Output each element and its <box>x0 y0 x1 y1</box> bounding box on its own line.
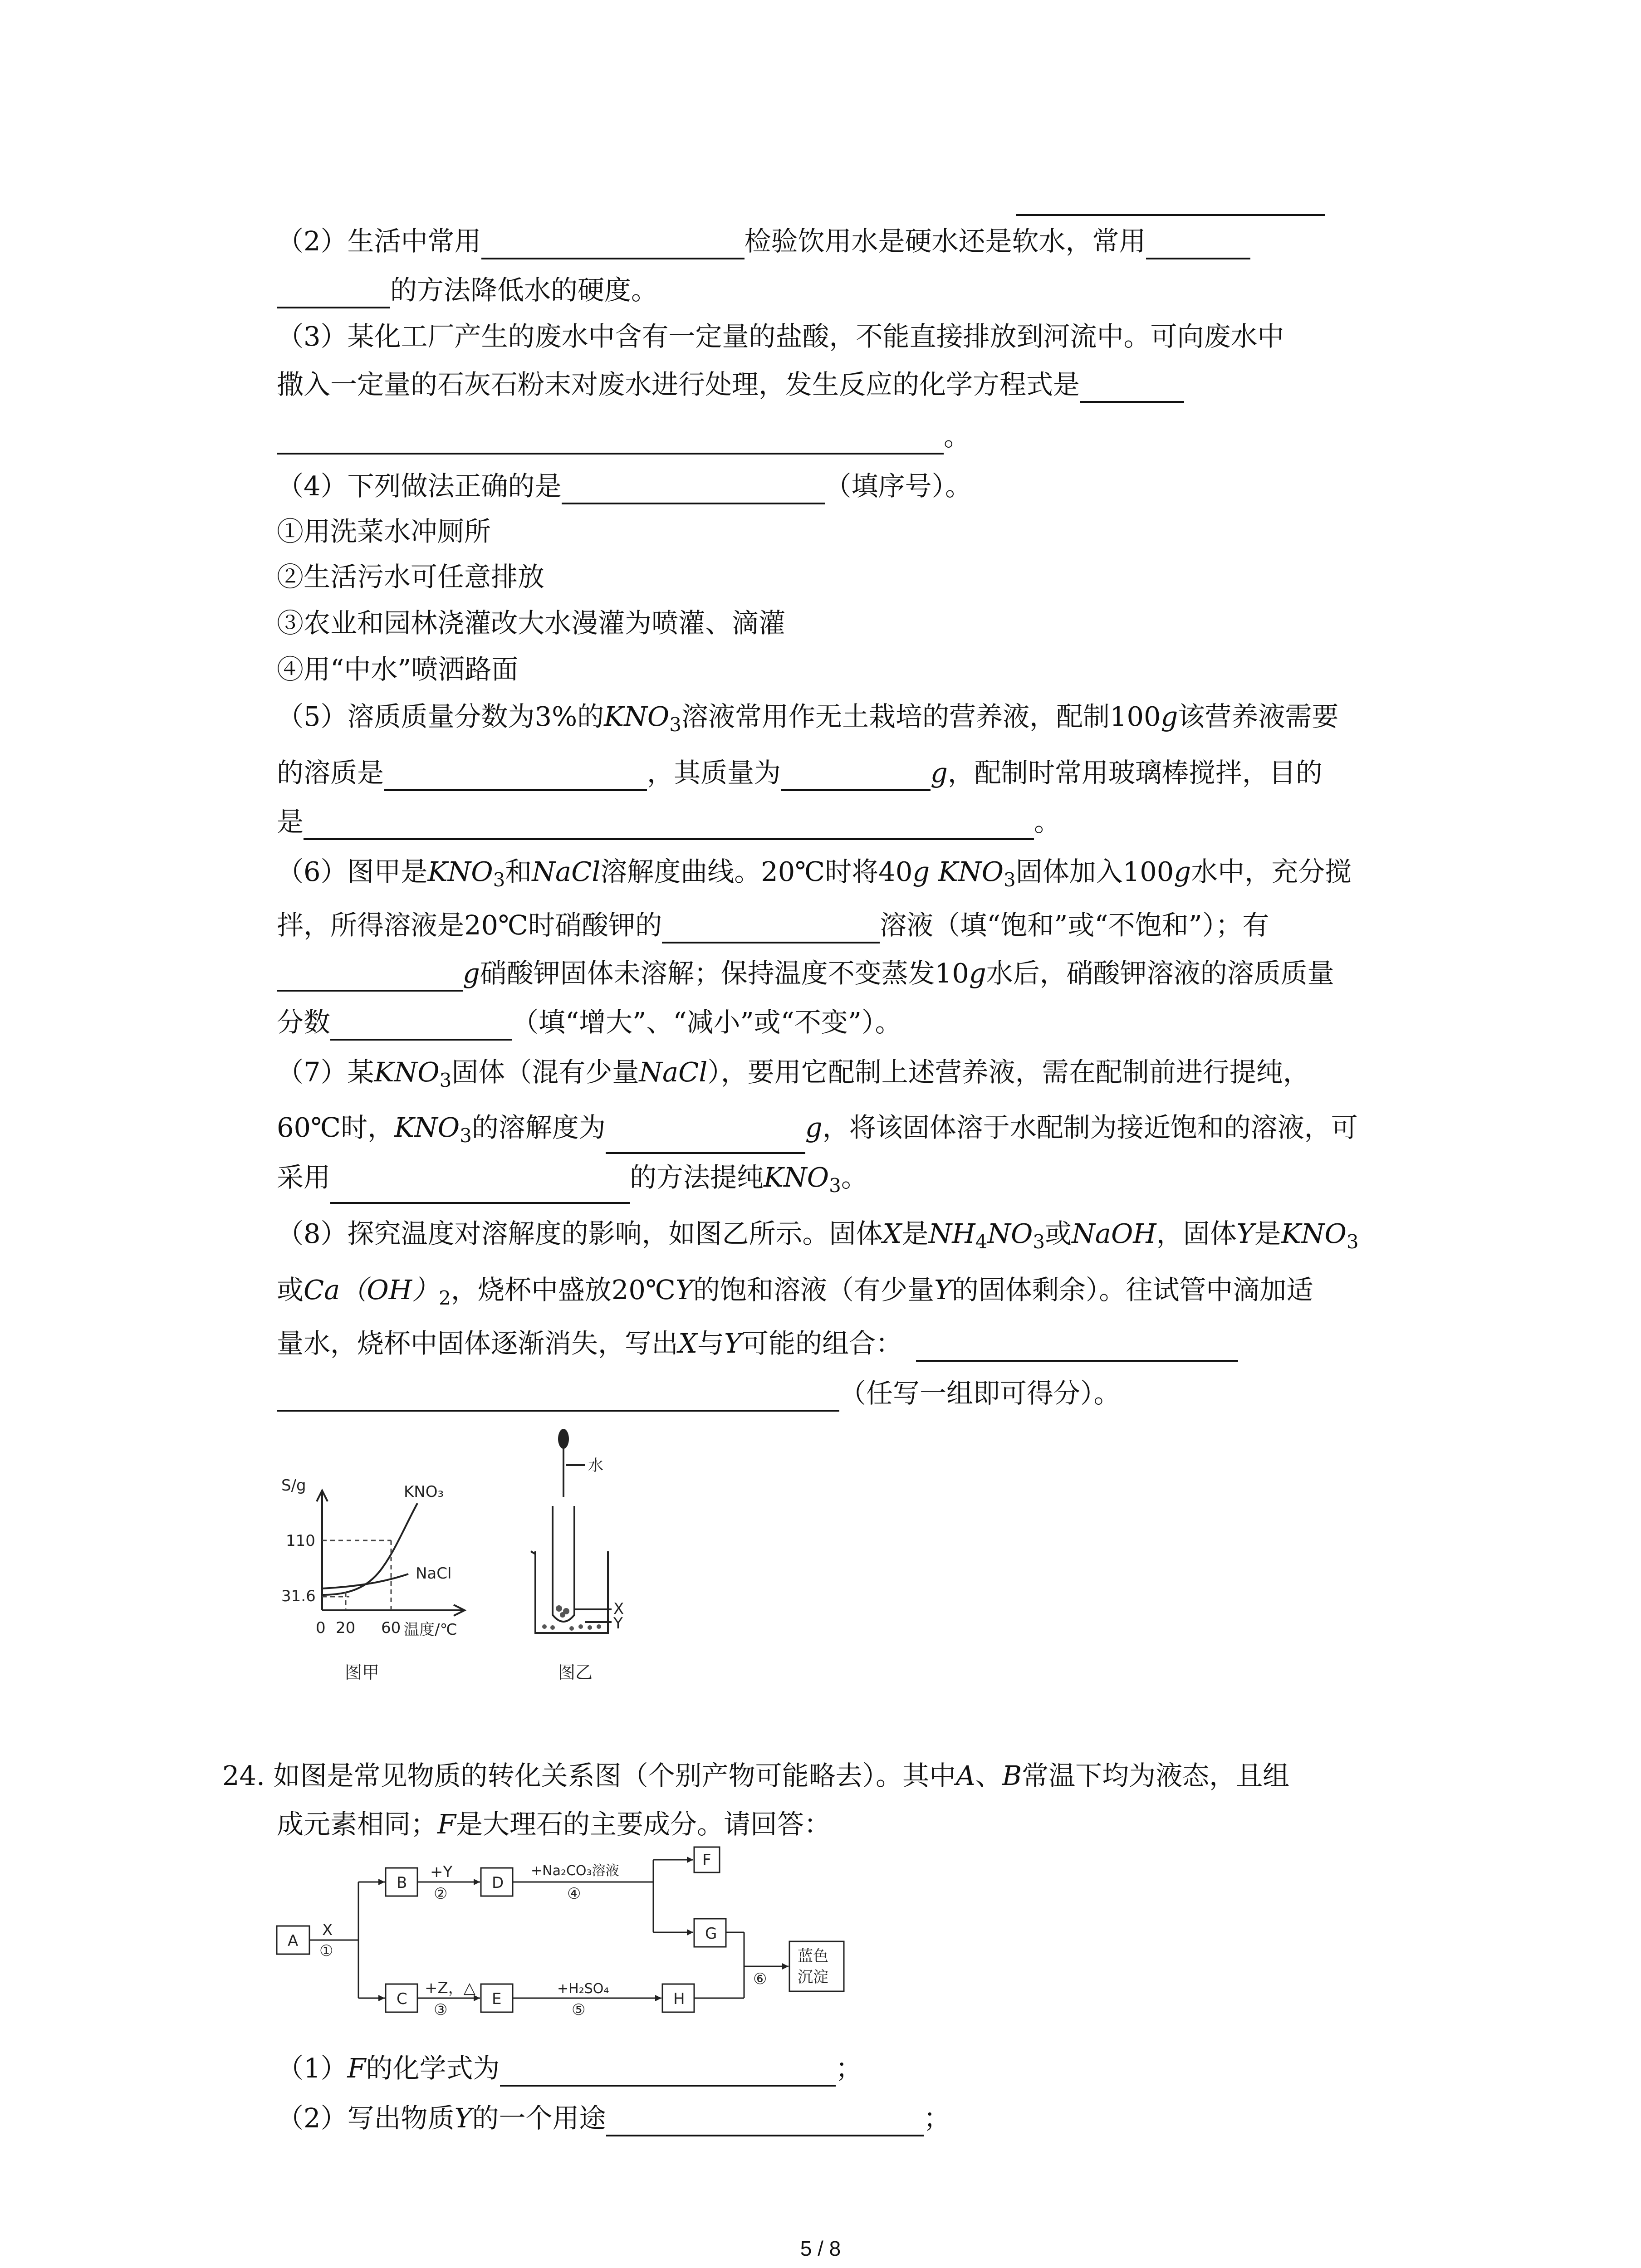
answer-blank[interactable] <box>562 474 825 504</box>
q23-part5-line3: 是 。 <box>277 804 1061 840</box>
label-blue-2: 沉淀 <box>798 1968 828 1986</box>
label-X: X <box>322 1921 333 1939</box>
label-na2co3: +Na₂CO₃溶液 <box>531 1863 619 1879</box>
y-label: Y <box>613 1614 623 1633</box>
answer-blank[interactable] <box>330 1174 630 1204</box>
x-tick-60: 60 <box>381 1619 401 1637</box>
step-5: ⑤ <box>572 2001 586 2019</box>
figure-caption-yi: 图乙 <box>558 1662 593 1682</box>
test-tube <box>553 1506 574 1622</box>
q23-part5-line1: （5）溶质质量分数为3%的$KNO_3$溶液常用作无土栽培的营养液，配制100g该营养液需要 <box>277 701 1339 736</box>
label-F: F <box>702 1851 711 1869</box>
answer-blank[interactable] <box>662 914 880 943</box>
answer-blank[interactable] <box>606 1124 805 1154</box>
answer-blank[interactable] <box>277 425 944 455</box>
q23-part2-line2: 的方法降低水的硬度。 <box>277 272 658 308</box>
step-4: ④ <box>567 1885 581 1903</box>
step-2: ② <box>434 1885 448 1903</box>
q23-part6-line1: （6）图甲是$KNO_3$和NaCl溶解度曲线。20℃时将40g $KNO_3$固体加入100g水中，充分搅 <box>277 856 1352 891</box>
label-B: B <box>397 1874 407 1892</box>
x-axis-label: 温度/℃ <box>404 1621 457 1639</box>
answer-blank[interactable] <box>277 962 463 992</box>
step-6: ⑥ <box>753 1970 767 1988</box>
q23-option-3: ③农业和园林浇灌改大水漫灌为喷灌、滴灌 <box>277 607 786 639</box>
label-E: E <box>492 1990 502 2008</box>
answer-blank[interactable] <box>781 761 931 791</box>
answer-blank[interactable] <box>1146 230 1250 259</box>
q23-part4-line1: （4）下列做法正确的是 （填序号）。 <box>277 468 972 504</box>
beaker <box>535 1551 608 1633</box>
y-axis-label: S/g <box>281 1476 306 1495</box>
q24-sub1: （1）F的化学式为 ； <box>277 2050 862 2087</box>
legend-kno3: KNO₃ <box>404 1483 444 1501</box>
page-number: 5 / 8 <box>800 2237 841 2260</box>
dropper-bulb <box>558 1429 569 1449</box>
label-h2so4: +H₂SO₄ <box>557 1981 609 1997</box>
answer-blank[interactable] <box>384 761 647 791</box>
q23-part3-line2: 撒入一定量的石灰石粉末对废水进行处理，发生反应的化学方程式是 <box>277 367 1184 403</box>
q23-part6-line2: 拌，所得溶液是20℃时硝酸钾的 溶液（填“饱和”或“不饱和”）；有 <box>277 907 1269 943</box>
q23-part8-line1: （8）探究温度对溶解度的影响，如图乙所示。固体X是$NH_4NO_3$或NaOH，固体Y是$KNO_3$ <box>277 1218 1359 1253</box>
q24-line1: 24. 如图是常见物质的转化关系图（个别产物可能略去）。其中A、B常温下均为液态，且组 <box>222 1760 1290 1791</box>
q23-part7-line1: （7）某$KNO_3$固体（混有少量NaCl），要用它配制上述营养液，需在配制前进行提纯， <box>277 1056 1310 1091</box>
legend-nacl: NaCl <box>416 1564 452 1583</box>
label-D: D <box>492 1874 504 1892</box>
q23-part3-line1: （3）某化工厂产生的废水中含有一定量的盐酸，不能直接排放到河流中。可向废水中 <box>277 321 1284 352</box>
q23-option-4: ④用“中水”喷洒路面 <box>277 654 519 685</box>
x-tick-0: 0 <box>316 1619 326 1637</box>
kno3-curve <box>322 1503 417 1595</box>
beaker-apparatus-figure <box>517 1429 681 1701</box>
conversion-flowchart <box>272 1842 916 2032</box>
label-plusY: +Y <box>430 1863 453 1881</box>
step-1: ① <box>319 1942 333 1960</box>
q23-part3-line3: 。 <box>277 418 970 455</box>
label-H: H <box>673 1990 685 2008</box>
answer-blank[interactable] <box>304 810 1034 840</box>
figure-caption-jia: 图甲 <box>345 1662 380 1682</box>
solubility-curve-figure <box>272 1465 526 1701</box>
q23-part5-line2: 的溶质是 ，其质量为 g，配制时常用玻璃棒搅拌，目的 <box>277 755 1323 791</box>
q23-part8-line4: （任写一组即可得分）。 <box>277 1375 1121 1412</box>
answer-blank-top[interactable] <box>1016 186 1325 216</box>
q23-part8-line2: 或$Ca(OH)_2$，烧杯中盛放20℃Y的饱和溶液（有少量Y的固体剩余）。往试管中滴加适 <box>277 1274 1313 1309</box>
answer-blank[interactable] <box>1080 373 1184 403</box>
label-A: A <box>288 1932 299 1950</box>
x-label: X <box>613 1600 624 1618</box>
water-label: 水 <box>588 1457 603 1475</box>
x-tick-20: 20 <box>336 1619 356 1637</box>
answer-blank[interactable] <box>277 1382 839 1412</box>
q23-option-2: ②生活污水可任意排放 <box>277 561 545 592</box>
q23-part7-line3: 采用 的方法提纯$KNO_3$。 <box>277 1159 868 1204</box>
answer-blank[interactable] <box>481 230 745 259</box>
label-C: C <box>397 1990 407 2008</box>
answer-blank[interactable] <box>916 1332 1238 1362</box>
label-G: G <box>705 1925 717 1943</box>
q23-part2-line1: （2）生活中常用 检验饮用水是硬水还是软水，常用 <box>277 223 1250 259</box>
answer-blank[interactable] <box>277 279 390 308</box>
answer-blank[interactable] <box>500 2057 836 2087</box>
nacl-curve <box>322 1574 408 1589</box>
answer-blank[interactable] <box>606 2107 924 2136</box>
label-blue-1: 蓝色 <box>798 1947 828 1965</box>
q23-option-1: ①用洗菜水冲厕所 <box>277 516 491 547</box>
q23-part7-line2: 60℃时，$KNO_3$的溶解度为 g，将该固体溶于水配制为接近饱和的溶液，可 <box>277 1110 1358 1154</box>
q23-part6-line4: 分数 （填“增大”、“减小”或“不变”）。 <box>277 1004 902 1041</box>
y-tick-31-6: 31.6 <box>281 1587 316 1605</box>
q23-part8-line3: 量水，烧杯中固体逐渐消失，写出X与Y可能的组合： <box>277 1325 1238 1362</box>
answer-blank[interactable] <box>330 1011 512 1041</box>
q23-part6-line3: g硝酸钾固体未溶解；保持温度不变蒸发10g水后，硝酸钾溶液的溶质质量 <box>277 955 1334 992</box>
q24-line2: 成元素相同；F是大理石的主要成分。请回答： <box>277 1809 831 1840</box>
step-3: ③ <box>434 2001 448 2019</box>
y-tick-110: 110 <box>286 1532 315 1550</box>
label-plusZ: +Z，△ <box>425 1979 475 1997</box>
q24-sub2: （2）写出物质Y的一个用途 ； <box>277 2100 950 2136</box>
